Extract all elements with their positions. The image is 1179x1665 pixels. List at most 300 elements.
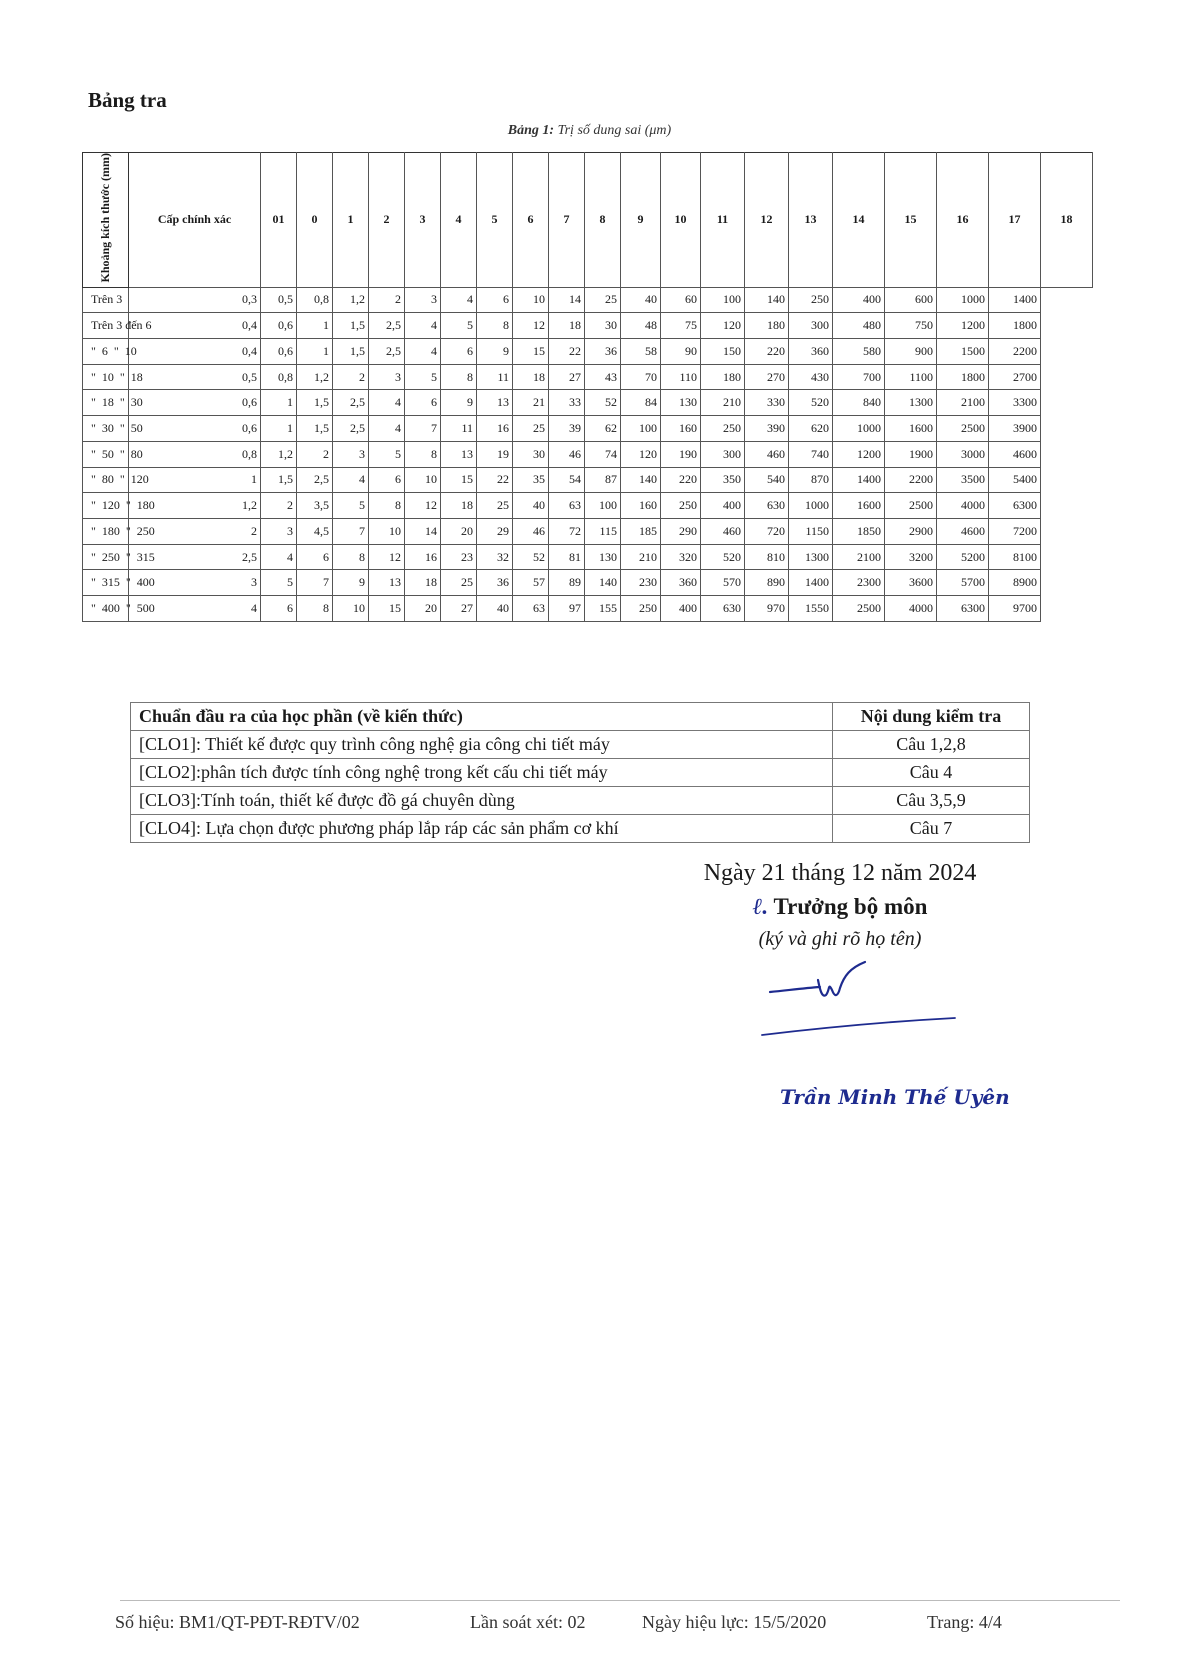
tolerance-value: 6300 [989,493,1041,519]
tolerance-value: 22 [549,338,585,364]
tolerance-value: 15 [513,338,549,364]
tolerance-value: 7 [333,518,369,544]
tolerance-row [83,518,1093,544]
tolerance-value: 2500 [833,596,885,622]
tolerance-value: 63 [549,493,585,519]
tolerance-value: 2100 [833,544,885,570]
tolerance-row [83,390,1093,416]
clo-header-row [131,703,1030,731]
table-caption-text: Trị số dung sai (μm) [557,123,672,138]
clo-row [131,731,1030,759]
tolerance-value: 6 [405,390,441,416]
tolerance-value: 1000 [789,493,833,519]
size-range-label: " 10 " 18 [83,364,129,390]
tolerance-header-row [83,153,1093,288]
tolerance-value: 1800 [937,364,989,390]
tolerance-value: 390 [745,416,789,442]
tolerance-value: 8900 [989,570,1041,596]
tolerance-value: 14 [549,287,585,313]
tolerance-row [83,493,1093,519]
tolerance-value: 6 [369,467,405,493]
grade-header: 4 [441,153,477,288]
tolerance-row [83,313,1093,339]
tolerance-row [83,596,1093,622]
tolerance-value: 2700 [989,364,1041,390]
tolerance-value: 8 [405,441,441,467]
section-title: Bảng tra [88,88,167,112]
clo-row [131,759,1030,787]
tolerance-value: 25 [513,416,549,442]
tolerance-value: 0,6 [261,338,297,364]
tolerance-value: 120 [701,313,745,339]
tolerance-value: 18 [441,493,477,519]
tolerance-value: 52 [585,390,621,416]
tolerance-value: 115 [585,518,621,544]
tolerance-value: 27 [549,364,585,390]
tolerance-value: 3 [129,570,261,596]
tolerance-value: 3600 [885,570,937,596]
tolerance-value: 4600 [989,441,1041,467]
tolerance-value: 32 [477,544,513,570]
tolerance-value: 8 [477,313,513,339]
tolerance-value: 1,5 [297,390,333,416]
tolerance-value: 18 [513,364,549,390]
size-range-label: " 30 " 50 [83,416,129,442]
size-range-label: Trên 3 đến 6 [83,313,129,339]
tolerance-value: 12 [369,544,405,570]
size-range-label: " 6 " 10 [83,338,129,364]
tolerance-value: 300 [789,313,833,339]
tolerance-value: 185 [621,518,661,544]
tolerance-value: 1,5 [333,313,369,339]
tolerance-value: 220 [745,338,789,364]
tolerance-value: 0,4 [129,338,261,364]
tolerance-value: 430 [789,364,833,390]
tolerance-value: 400 [701,493,745,519]
tolerance-value: 13 [477,390,513,416]
tolerance-value: 74 [585,441,621,467]
tolerance-value: 3 [261,518,297,544]
tolerance-value: 1,5 [297,416,333,442]
tolerance-value: 1 [297,313,333,339]
clo-row [131,815,1030,843]
tolerance-value: 10 [369,518,405,544]
tolerance-value: 4000 [937,493,989,519]
tolerance-value: 9700 [989,596,1041,622]
tolerance-value: 0,6 [129,390,261,416]
tolerance-value: 250 [701,416,745,442]
tolerance-value: 9 [441,390,477,416]
footer-revision: Lần soát xét: 02 [470,1612,586,1632]
signature-date: Ngày 21 tháng 12 năm 2024 [703,860,977,886]
size-range-label: " 180 " 250 [83,518,129,544]
tolerance-value: 1 [261,390,297,416]
grade-header: 5 [477,153,513,288]
tolerance-value: 155 [585,596,621,622]
tolerance-value: 19 [477,441,513,467]
tolerance-value: 180 [701,364,745,390]
signature-note: (ký và ghi rõ họ tên) [758,928,922,950]
tolerance-row [83,364,1093,390]
tolerance-value: 970 [745,596,789,622]
tolerance-value: 160 [661,416,701,442]
tolerance-value: 10 [513,287,549,313]
grade-header: 16 [937,153,989,288]
tolerance-value: 110 [661,364,701,390]
tolerance-value: 1900 [885,441,937,467]
tolerance-row [83,338,1093,364]
tolerance-value: 2,5 [333,390,369,416]
clo-outcome: [CLO4]: Lựa chọn được phương pháp lắp ráp các sản phẩm cơ khí [131,815,833,843]
tolerance-value: 15 [441,467,477,493]
tolerance-value: 0,3 [129,287,261,313]
tolerance-value: 2200 [885,467,937,493]
tolerance-value: 480 [833,313,885,339]
tolerance-value: 900 [885,338,937,364]
tolerance-value: 1600 [833,493,885,519]
size-range-label: " 400 " 500 [83,596,129,622]
grade-header: 15 [885,153,937,288]
tolerance-value: 57 [513,570,549,596]
tolerance-value: 63 [513,596,549,622]
tolerance-value: 70 [621,364,661,390]
grade-header: 3 [405,153,441,288]
clo-content: Câu 3,5,9 [833,787,1030,815]
tolerance-value: 840 [833,390,885,416]
tolerance-value: 9 [477,338,513,364]
grade-header: 18 [1041,153,1093,288]
tolerance-value: 4,5 [297,518,333,544]
tolerance-value: 360 [789,338,833,364]
tolerance-value: 0,8 [261,364,297,390]
tolerance-value: 54 [549,467,585,493]
tolerance-table [82,152,1093,622]
tolerance-value: 5 [405,364,441,390]
tolerance-value: 290 [661,518,701,544]
tolerance-value: 120 [621,441,661,467]
tolerance-value: 4 [369,390,405,416]
tolerance-value: 100 [585,493,621,519]
tolerance-value: 6 [441,338,477,364]
size-range-label: " 250 " 315 [83,544,129,570]
tolerance-value: 87 [585,467,621,493]
tolerance-value: 25 [441,570,477,596]
tolerance-value: 1150 [789,518,833,544]
tolerance-value: 1400 [789,570,833,596]
clo-table [130,702,1030,843]
tolerance-value: 210 [701,390,745,416]
tolerance-value: 1 [261,416,297,442]
tolerance-value: 29 [477,518,513,544]
size-range-label: Trên 3 [83,287,129,313]
tolerance-value: 3000 [937,441,989,467]
tolerance-value: 2,5 [369,338,405,364]
tolerance-value: 1600 [885,416,937,442]
tolerance-value: 1400 [989,287,1041,313]
grade-header: 17 [989,153,1041,288]
tolerance-value: 4000 [885,596,937,622]
tolerance-value: 90 [661,338,701,364]
grade-header: 1 [333,153,369,288]
tolerance-value: 75 [661,313,701,339]
tolerance-value: 750 [885,313,937,339]
grade-header: 6 [513,153,549,288]
grade-header: 0 [297,153,333,288]
tolerance-value: 8100 [989,544,1041,570]
tolerance-value: 43 [585,364,621,390]
tolerance-value: 1850 [833,518,885,544]
tolerance-value: 16 [405,544,441,570]
tolerance-value: 270 [745,364,789,390]
tolerance-value: 0,8 [297,287,333,313]
tolerance-value: 1,5 [261,467,297,493]
table-caption-label: Bảng 1: [507,123,555,138]
tolerance-value: 46 [549,441,585,467]
tolerance-value: 14 [405,518,441,544]
tolerance-value: 330 [745,390,789,416]
tolerance-value: 12 [513,313,549,339]
tolerance-value: 1,2 [297,364,333,390]
tolerance-value: 5 [369,441,405,467]
tolerance-value: 220 [661,467,701,493]
tolerance-value: 4 [129,596,261,622]
tolerance-value: 21 [513,390,549,416]
clo-header-outcome: Chuẩn đầu ra của học phần (về kiến thức) [131,703,833,731]
tolerance-value: 2 [297,441,333,467]
tolerance-value: 360 [661,570,701,596]
tolerance-value: 58 [621,338,661,364]
tolerance-value: 2500 [885,493,937,519]
tolerance-value: 3 [405,287,441,313]
tolerance-value: 13 [369,570,405,596]
tolerance-value: 20 [405,596,441,622]
tolerance-value: 11 [477,364,513,390]
grade-header: 12 [745,153,789,288]
tolerance-value: 520 [789,390,833,416]
tolerance-value: 12 [405,493,441,519]
tolerance-value: 1 [129,467,261,493]
tolerance-value: 150 [701,338,745,364]
tolerance-value: 27 [441,596,477,622]
tolerance-value: 16 [477,416,513,442]
tolerance-value: 1000 [937,287,989,313]
tolerance-value: 22 [477,467,513,493]
tolerance-value: 130 [661,390,701,416]
clo-row [131,787,1030,815]
size-range-label: " 315 " 400 [83,570,129,596]
tolerance-value: 8 [297,596,333,622]
tolerance-value: 6 [261,596,297,622]
tolerance-value: 4 [405,313,441,339]
tolerance-value: 810 [745,544,789,570]
tolerance-value: 630 [701,596,745,622]
clo-header-content: Nội dung kiểm tra [833,703,1030,731]
tolerance-value: 540 [745,467,789,493]
tolerance-value: 0,5 [261,287,297,313]
tolerance-value: 5200 [937,544,989,570]
size-range-axis-text: Khoảng kích thước (mm) [98,153,112,283]
clo-outcome: [CLO3]:Tính toán, thiết kế được đồ gá chuyên dùng [131,787,833,815]
tolerance-value: 210 [621,544,661,570]
tolerance-value: 1,2 [333,287,369,313]
tolerance-value: 60 [661,287,701,313]
handwritten-signature [760,950,960,1045]
tolerance-value: 190 [661,441,701,467]
tolerance-value: 1200 [833,441,885,467]
tolerance-value: 620 [789,416,833,442]
tolerance-value: 6 [477,287,513,313]
tolerance-value: 4 [369,416,405,442]
grade-header: 11 [701,153,745,288]
tolerance-value: 1500 [937,338,989,364]
tolerance-value: 84 [621,390,661,416]
tolerance-value: 8 [333,544,369,570]
tolerance-value: 890 [745,570,789,596]
tolerance-value: 40 [621,287,661,313]
tolerance-value: 140 [621,467,661,493]
tolerance-value: 2 [369,287,405,313]
footer-divider [120,1600,1120,1601]
tolerance-value: 180 [745,313,789,339]
tolerance-value: 400 [833,287,885,313]
tolerance-value: 6 [297,544,333,570]
tolerance-value: 2300 [833,570,885,596]
tolerance-value: 580 [833,338,885,364]
tolerance-value: 0,5 [129,364,261,390]
tolerance-value: 740 [789,441,833,467]
tolerance-value: 1300 [885,390,937,416]
tolerance-value: 97 [549,596,585,622]
tolerance-value: 2,5 [369,313,405,339]
tolerance-value: 11 [441,416,477,442]
table-caption [0,123,1179,139]
grade-header: 9 [621,153,661,288]
size-range-label: " 80 " 120 [83,467,129,493]
tolerance-value: 0,4 [129,313,261,339]
tolerance-value: 600 [885,287,937,313]
size-range-label: " 120 " 180 [83,493,129,519]
tolerance-value: 100 [621,416,661,442]
tolerance-value: 40 [513,493,549,519]
clo-outcome: [CLO1]: Thiết kế được quy trình công nghệ gia công chi tiết máy [131,731,833,759]
size-range-label: " 50 " 80 [83,441,129,467]
clo-content: Câu 1,2,8 [833,731,1030,759]
tolerance-row [83,416,1093,442]
tolerance-value: 81 [549,544,585,570]
tolerance-value: 10 [405,467,441,493]
tolerance-value: 4 [441,287,477,313]
tolerance-value: 1200 [937,313,989,339]
tolerance-value: 2,5 [333,416,369,442]
tolerance-value: 400 [661,596,701,622]
size-range-label: " 18 " 30 [83,390,129,416]
tolerance-value: 5 [441,313,477,339]
footer-effective-date: Ngày hiệu lực: 15/5/2020 [642,1612,827,1632]
tolerance-value: 3300 [989,390,1041,416]
grade-header: 01 [261,153,297,288]
tolerance-value: 2100 [937,390,989,416]
tolerance-value: 33 [549,390,585,416]
tolerance-value: 8 [441,364,477,390]
tolerance-value: 30 [585,313,621,339]
tolerance-value: 3500 [937,467,989,493]
grade-header-label: Cấp chính xác [129,153,261,288]
tolerance-value: 39 [549,416,585,442]
grade-header: 14 [833,153,885,288]
tolerance-value: 3 [333,441,369,467]
tolerance-value: 25 [585,287,621,313]
tolerance-value: 18 [549,313,585,339]
tolerance-value: 8 [369,493,405,519]
tolerance-value: 4 [333,467,369,493]
tolerance-value: 1300 [789,544,833,570]
tolerance-value: 4 [261,544,297,570]
tolerance-value: 10 [333,596,369,622]
tolerance-value: 18 [405,570,441,596]
tolerance-value: 3,5 [297,493,333,519]
signer-name: Trần Minh Thế Uyên [780,1085,1010,1109]
tolerance-value: 2900 [885,518,937,544]
tolerance-value: 1 [297,338,333,364]
tolerance-value: 72 [549,518,585,544]
tolerance-value: 570 [701,570,745,596]
tolerance-value: 1100 [885,364,937,390]
tolerance-value: 2,5 [129,544,261,570]
tolerance-value: 7 [405,416,441,442]
tolerance-value: 52 [513,544,549,570]
tolerance-value: 3200 [885,544,937,570]
tolerance-value: 5700 [937,570,989,596]
grade-header: 7 [549,153,585,288]
tolerance-value: 36 [477,570,513,596]
tolerance-value: 7200 [989,518,1041,544]
tolerance-value: 25 [477,493,513,519]
tolerance-value: 4 [405,338,441,364]
tolerance-value: 720 [745,518,789,544]
tolerance-value: 230 [621,570,661,596]
tolerance-value: 6300 [937,596,989,622]
tolerance-row [83,570,1093,596]
footer-doc-code: Số hiệu: BM1/QT-PĐT-RĐTV/02 [115,1612,360,1632]
tolerance-value: 5400 [989,467,1041,493]
tolerance-value: 250 [789,287,833,313]
tolerance-value: 520 [701,544,745,570]
tolerance-value: 40 [477,596,513,622]
tolerance-value: 0,8 [129,441,261,467]
clo-content: Câu 4 [833,759,1030,787]
tolerance-value: 160 [621,493,661,519]
tolerance-value: 320 [661,544,701,570]
tolerance-value: 130 [585,544,621,570]
tolerance-row [83,441,1093,467]
tolerance-value: 250 [661,493,701,519]
tolerance-value: 1,2 [261,441,297,467]
signature-role [640,894,1040,920]
tolerance-value: 36 [585,338,621,364]
tolerance-value: 1550 [789,596,833,622]
tolerance-value: 5 [261,570,297,596]
tolerance-value: 46 [513,518,549,544]
tolerance-value: 3 [369,364,405,390]
grade-header: 8 [585,153,621,288]
tolerance-value: 9 [333,570,369,596]
tolerance-value: 7 [297,570,333,596]
tolerance-value: 23 [441,544,477,570]
grade-header: 13 [789,153,833,288]
tolerance-value: 1400 [833,467,885,493]
tolerance-value: 1,5 [333,338,369,364]
clo-content: Câu 7 [833,815,1030,843]
